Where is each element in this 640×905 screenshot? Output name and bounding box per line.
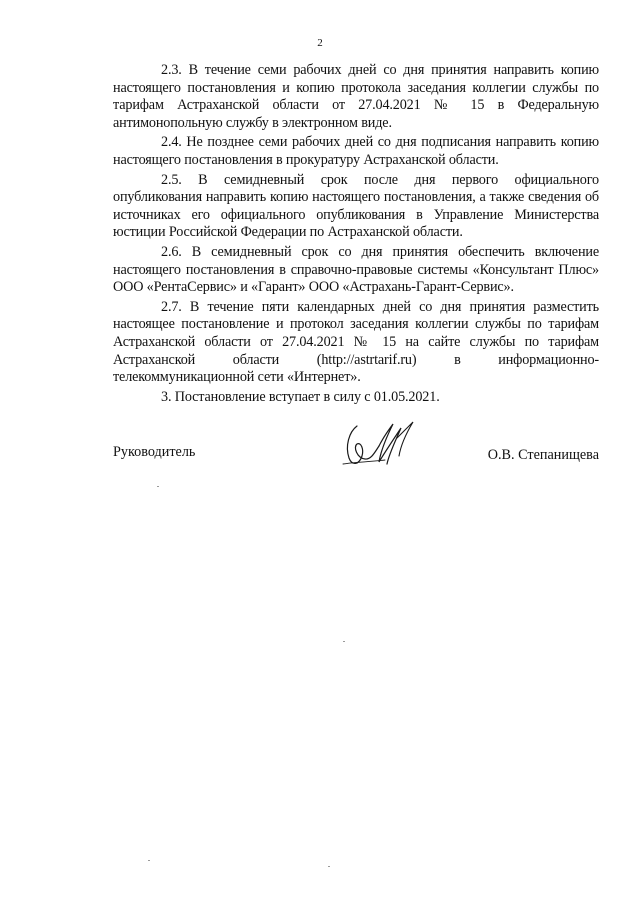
paragraph-2-4: 2.4. Не позднее семи рабочих дней со дня подписания направить копию настоящего постановления в прокуратуру Астраханской области. xyxy=(113,134,599,168)
paragraph-3: 3. Постановление вступает в силу с 01.05.2021. xyxy=(161,388,440,405)
handwritten-signature xyxy=(335,418,425,473)
paragraph-2-3: 2.3. В течение семи рабочих дней со дня принятия направить копию настоящего постановления и копию протокола заседания коллегии службы по тарифам Астраханской области от 27.04.2021 № 15 в Федеральную антимонопольную службу в электронном виде. xyxy=(113,62,599,131)
signatory-title: Руководитель xyxy=(113,444,196,460)
signatory-name: О.В. Степанищева xyxy=(487,447,599,463)
scan-speck xyxy=(343,641,345,642)
scan-speck xyxy=(148,860,150,861)
paragraph-2-5: 2.5. В семидневный срок после дня первого официального опубликования направить копию настоящего постановления, а также сведения об источниках его официального опубликования в Управление Министерства юстиции Российской Федерации по Астраханской области. xyxy=(113,171,599,241)
paragraph-2-6: 2.6. В семидневный срок со дня принятия обеспечить включение настоящего постановления в справочно-правовые системы «Консультант Плюс» ООО «РентаСервис» и «Гарант» ООО «Астрахань-Гарант-Сервис». xyxy=(113,243,599,296)
scan-speck xyxy=(157,486,159,487)
page-number: 2 xyxy=(317,37,323,49)
paragraph-2-7: 2.7. В течение пяти календарных дней со дня принятия разместить настоящее постановление и протокол заседания коллегии службы по тарифам Астраханской области от 27.04.2021 № 15 на сайте службы по тарифам Астраханской области (http://astrtarif.ru) в информационно-телекоммуникационной сети «Интернет». xyxy=(113,298,599,386)
scan-speck xyxy=(328,866,330,867)
document-body xyxy=(113,62,599,406)
